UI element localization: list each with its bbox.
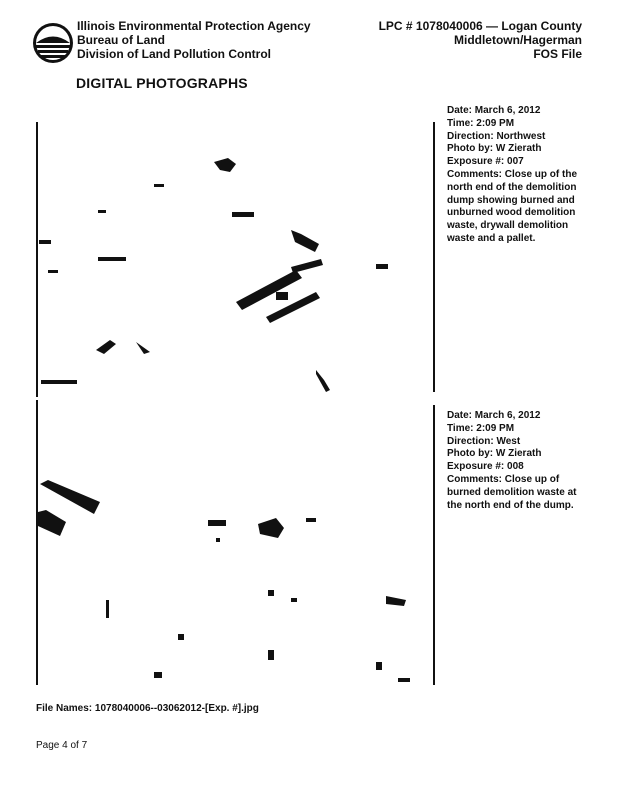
photo-exposure: Exposure #: 007 [447,156,524,168]
site-name: Middletown/Hagerman [453,33,582,47]
page-number: Page 4 of 7 [36,740,88,751]
agency-name: Illinois Environmental Protection Agency [77,19,311,33]
photo-photographer: Photo by: W Zierath [447,143,542,155]
photo-time: Time: 2:09 PM [447,422,515,434]
photo-comments: Comments: Close up of burned demolition waste at the north end of the dump. [447,473,577,511]
agency-header [77,19,311,61]
photo-direction: Direction: West [447,435,521,447]
photo-exposure: Exposure #: 008 [447,461,524,473]
bureau-name: Bureau of Land [77,33,166,47]
illinois-epa-logo [31,21,75,65]
photo-date: Date: March 6, 2012 [447,105,541,116]
photo-2-details [447,410,587,512]
division-name: Division of Land Pollution Control [77,47,271,61]
photo-comments: Comments: Close up of the north end of the demolition dump showing burned and unburned wood demolition waste, drywall demolition waste and a pallet. [447,168,578,244]
photo-date: Date: March 6, 2012 [447,410,541,421]
photo-time: Time: 2:09 PM [447,117,515,129]
photo-photographer: Photo by: W Zierath [447,448,542,460]
photo-1-details [447,105,587,246]
photo-direction: Direction: Northwest [447,130,546,142]
photo-1 [36,112,436,402]
photo-2 [36,400,436,690]
lpc-header [379,19,582,61]
lpc-number: LPC # 1078040006 — Logan County [378,19,582,33]
file-type: FOS File [533,47,582,61]
file-names: File Names: 1078040006--03062012-[Exp. #].jpg [36,703,259,714]
page-title: DIGITAL PHOTOGRAPHS [76,75,248,91]
